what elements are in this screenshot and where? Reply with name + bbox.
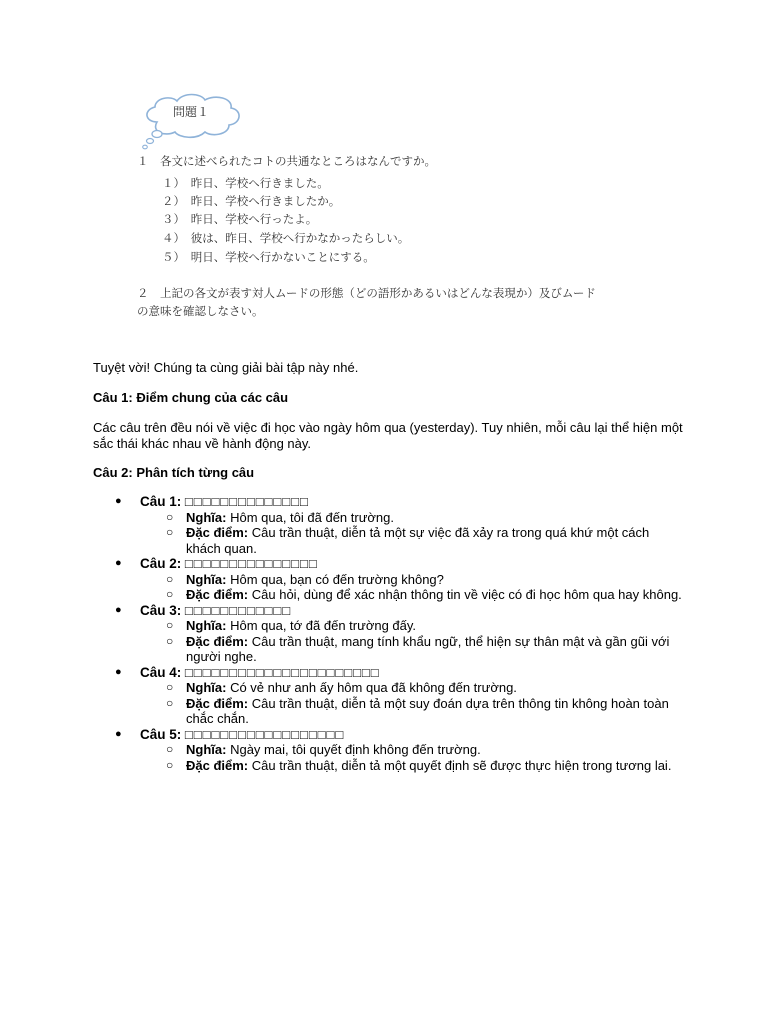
sub-item-feature <box>140 758 683 774</box>
feature-label: Đặc điểm: <box>186 695 249 711</box>
item-japanese: □□□□□□□□□□□□□□□□□□ <box>184 726 345 742</box>
item-label: Câu 4: <box>140 664 182 680</box>
meaning-text: Hôm qua, bạn có đến trường không? <box>230 571 444 587</box>
sub-item-meaning <box>140 618 683 634</box>
item-japanese: □□□□□□□□□□□□□□□ <box>184 556 318 571</box>
sub-item-feature <box>140 634 683 665</box>
meaning-label: Nghĩa: <box>186 509 227 525</box>
list-item <box>93 494 683 556</box>
item-label: Câu 5: <box>140 726 182 742</box>
meaning-text: Ngày mai, tôi quyết định không đến trường. <box>230 742 481 757</box>
list-item <box>93 556 683 603</box>
item-label: Câu 3: <box>140 602 182 618</box>
feature-label: Đặc điểm: <box>186 633 249 649</box>
feature-text: Câu trần thuật, diễn tả một suy đoán dựa trên thông tin không hoàn toàn chắc chắn. <box>186 695 669 726</box>
sub-item-meaning <box>140 510 683 526</box>
feature-text: Câu trần thuật, mang tính khẩu ngữ, thể hiện sự thân mật và gần gũi với người nghe. <box>186 633 670 664</box>
worksheet-scan <box>0 0 768 330</box>
feature-text: Câu trần thuật, diễn tả một sự việc đã xảy ra trong quá khứ một cách khách quan. <box>186 525 650 556</box>
feature-text: Câu trần thuật, diễn tả một quyết định sẽ được thực hiện trong tương lai. <box>251 757 672 773</box>
list-item <box>93 665 683 727</box>
sub-item-meaning <box>140 680 683 696</box>
sub-item-feature <box>140 587 683 603</box>
feature-label: Đặc điểm: <box>186 587 249 602</box>
sub-item-meaning <box>140 572 683 588</box>
sentence-4: ４） 彼は、昨日、学校へ行かなかったらしい。 <box>162 231 410 245</box>
item-japanese: □□□□□□□□□□□□□□□□□□□□□□ <box>184 664 380 680</box>
meaning-text: Có vẻ như anh ấy hôm qua đã không đến trường. <box>230 680 517 695</box>
sub-item-feature <box>140 525 683 556</box>
feature-label: Đặc điểm: <box>186 525 249 540</box>
meaning-label: Nghĩa: <box>186 680 227 695</box>
item-label: Câu 2: <box>140 556 182 571</box>
feature-text: Câu hỏi, dùng để xác nhận thông tin về việc có đi học hôm qua hay không. <box>251 587 682 602</box>
question-1: １ 各文に述べられたコトの共通なところはなんですか。 <box>137 154 436 168</box>
sub-item-feature <box>140 696 683 727</box>
problem-label: 問題１ <box>173 105 210 119</box>
item-label: Câu 1: <box>140 494 182 509</box>
question-2-line-2: の意味を確認しなさい。 <box>137 304 264 318</box>
meaning-label: Nghĩa: <box>186 571 227 587</box>
sub-item-meaning <box>140 742 683 758</box>
list-item <box>93 603 683 665</box>
meaning-label: Nghĩa: <box>186 742 227 757</box>
analysis-list <box>93 494 683 773</box>
cau1-heading: Câu 1: Điểm chung của các câu <box>93 390 289 405</box>
list-item <box>93 727 683 774</box>
question-2-line-1: ２ 上記の各文が表す対人ムードの形態（どの語形かあるいはどんな表現か）及びムード <box>137 286 596 300</box>
meaning-text: Hôm qua, tôi đã đến trường. <box>230 509 395 525</box>
sentence-1: １） 昨日、学校へ行きました。 <box>162 176 329 190</box>
sentence-2: ２） 昨日、学校へ行きましたか。 <box>162 194 341 208</box>
meaning-text: Hôm qua, tớ đã đến trường đấy. <box>230 618 417 633</box>
item-japanese: □□□□□□□□□□□□□□ <box>184 494 309 509</box>
sentence-3: ３） 昨日、学校へ行ったよ。 <box>162 212 318 226</box>
meaning-label: Nghĩa: <box>186 618 227 633</box>
cau2-heading: Câu 2: Phân tích từng câu <box>93 465 255 480</box>
cau1-body: Các câu trên đều nói về việc đi học vào ngày hôm qua (yesterday). Tuy nhiên, mỗi câu lại thể hiện một sắc thái khác nhau về hành động này. <box>93 420 683 451</box>
sentence-5: ５） 明日、学校へ行かないことにする。 <box>162 250 375 264</box>
item-japanese: □□□□□□□□□□□□ <box>184 602 292 618</box>
feature-label: Đặc điểm: <box>186 757 249 773</box>
thought-cloud-icon <box>135 90 245 150</box>
intro-text: Tuyệt vời! Chúng ta cùng giải bài tập này nhé. <box>93 360 359 375</box>
